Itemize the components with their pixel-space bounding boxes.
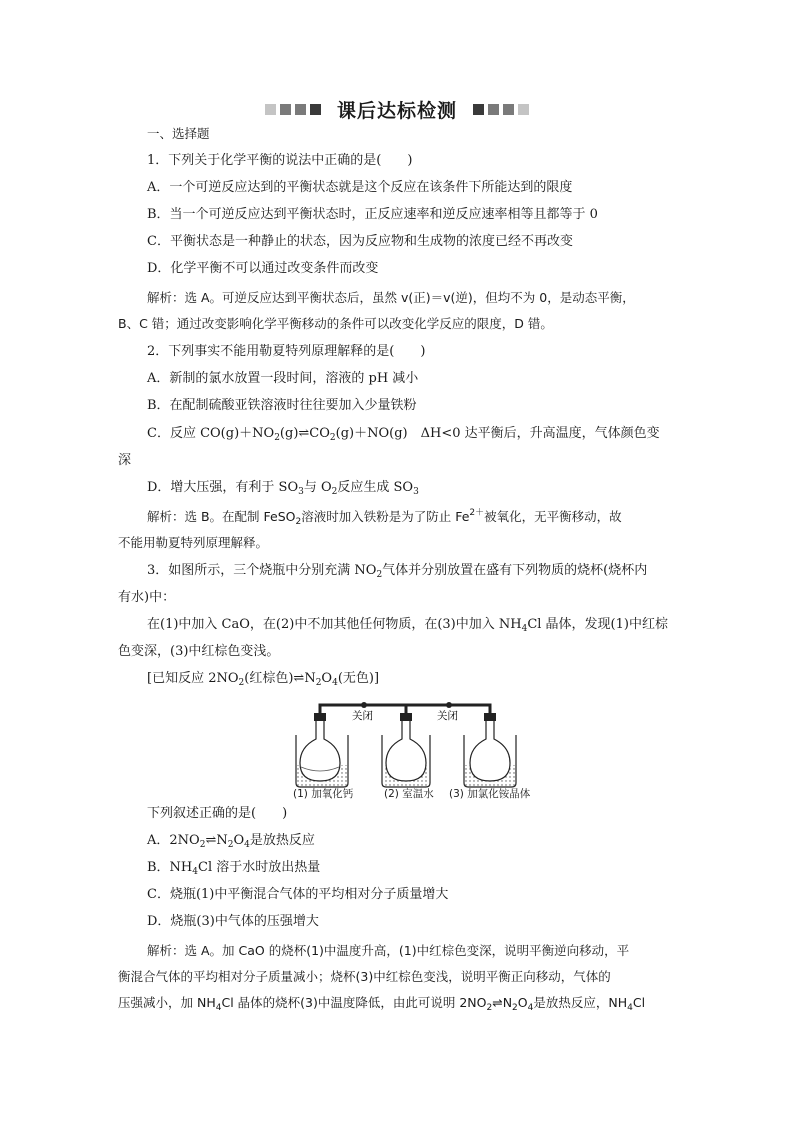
q2-option-d: D．增大压强，有利于 $SO_3$与 $O_2$反应生成 $SO_3$ bbox=[147, 480, 419, 497]
page-title: 课后达标检测 bbox=[336, 100, 457, 122]
q2-analysis-line: 解析：选 B。在配制 FeSO$_2$溶液时加入铁粉是为了防止 $Fe^{2+}$被氧化，无平衡移动，故 bbox=[147, 508, 622, 527]
stopper bbox=[314, 713, 326, 721]
title-decor-square bbox=[295, 104, 306, 115]
q1-option-b: B．当一个可逆反应达到平衡状态时，正反应速率和逆反应速率相等且都等于 0 bbox=[147, 207, 598, 222]
q3-option-b: B．$NH_4Cl$ 溶于水时放出热量 bbox=[147, 860, 321, 877]
q1-stem: 1．下列关于化学平衡的说法中正确的是( ) bbox=[147, 153, 413, 168]
q1-analysis-line: 解析：选 A。可逆反应达到平衡状态后，虽然 v(正)＝v(逆)，但均不为 0，是动态平衡， bbox=[147, 290, 635, 305]
title-decor-square bbox=[265, 104, 276, 115]
q3-paragraph: 在(1)中加入 CaO，在(2)中不加其他任何物质，在(3)中加入 $NH_4Cl$ 晶体，发现(1)中红棕 bbox=[147, 617, 668, 634]
caption-3: (3) 加氯化铵晶体 bbox=[449, 788, 531, 800]
beaker-1 bbox=[296, 713, 348, 787]
title-decor-square bbox=[503, 104, 514, 115]
section-heading: 一、选择题 bbox=[147, 126, 210, 141]
q2-analysis-line: 不能用勒夏特列原理解释。 bbox=[118, 535, 269, 550]
q3-analysis-line: 压强减小，加 $NH_4Cl$ 晶体的烧杯(3)中温度降低，由此可说明 $2NO_2\rightleftharpoons N_2O_4$是放热反应，$NH_4Cl$ bbox=[118, 995, 646, 1013]
q2-option-a: A．新制的氯水放置一段时间，溶液的 pH 减小 bbox=[147, 371, 419, 386]
beaker-3 bbox=[464, 713, 516, 787]
stopper bbox=[400, 713, 412, 721]
flask-3 bbox=[470, 721, 510, 781]
caption-1: (1) 加氧化钙 bbox=[293, 788, 354, 800]
valve-2 bbox=[442, 702, 456, 708]
flask-2 bbox=[386, 721, 426, 781]
title-decor-square bbox=[488, 104, 499, 115]
q3-option-a: A．$2NO_2\rightleftharpoons N_2O_4$是放热反应 bbox=[147, 833, 315, 850]
caption-2: (2) 室温水 bbox=[384, 788, 434, 800]
q2-stem: 2．下列事实不能用勒夏特列原理解释的是( ) bbox=[147, 344, 426, 359]
q3-stem: 3．如图所示，三个烧瓶中分别充满 $NO_2$气体并分别放置在盛有下列物质的烧杯(烧杯内 bbox=[147, 563, 648, 580]
page-title-row bbox=[0, 96, 794, 123]
valve-1-label: 关闭 bbox=[352, 710, 373, 722]
q1-analysis-line: B、C 错；通过改变影响化学平衡移动的条件可以改变化学反应的限度，D 错。 bbox=[118, 316, 553, 331]
beaker-2 bbox=[382, 713, 430, 787]
title-decor-square bbox=[280, 104, 291, 115]
stopper bbox=[484, 713, 496, 721]
q1-option-c: C．平衡状态是一种静止的状态，因为反应物和生成物的浓度已经不再改变 bbox=[147, 234, 573, 249]
q3-ask: 下列叙述正确的是( ) bbox=[147, 806, 288, 821]
q2-option-b: B．在配制硫酸亚铁溶液时往往要加入少量铁粉 bbox=[147, 398, 417, 413]
q3-option-d: D．烧瓶(3)中气体的压强增大 bbox=[147, 914, 319, 929]
q2-option-c-cont: 深 bbox=[118, 453, 132, 468]
title-decor-square bbox=[518, 104, 529, 115]
q3-option-c: C．烧瓶(1)中平衡混合气体的平均相对分子质量增大 bbox=[147, 887, 449, 902]
valve-2-label: 关闭 bbox=[437, 710, 458, 722]
q3-paragraph-cont: 色变深，(3)中红棕色变浅。 bbox=[118, 644, 280, 659]
q3-analysis-line: 衡混合气体的平均相对分子质量减小；烧杯(3)中红棕色变浅，说明平衡正向移动，气体的 bbox=[118, 969, 611, 984]
valve-1 bbox=[357, 702, 371, 708]
q3-analysis-line: 解析：选 A。加 CaO 的烧杯(1)中温度升高，(1)中红棕色变深，说明平衡逆向移动，平 bbox=[147, 943, 630, 958]
title-decor-square bbox=[310, 104, 321, 115]
title-decor-square bbox=[473, 104, 484, 115]
q3-stem-cont: 有水)中： bbox=[118, 590, 176, 605]
q1-option-d: D．化学平衡不可以通过改变条件而改变 bbox=[147, 261, 379, 276]
flask-1 bbox=[300, 721, 340, 781]
q1-option-a: A．一个可逆反应达到的平衡状态就是这个反应在该条件下所能达到的限度 bbox=[147, 180, 573, 195]
q3-known-reaction: [已知反应 $2NO_2$(红棕色)$\rightleftharpoons N_2O_4$(无色)] bbox=[147, 671, 380, 688]
q2-option-c: C．反应 $CO(g)+NO_2(g)\rightleftharpoons CO_2(g)+NO(g)$ ΔH<0 达平衡后，升高温度，气体颜色变 bbox=[147, 426, 660, 443]
